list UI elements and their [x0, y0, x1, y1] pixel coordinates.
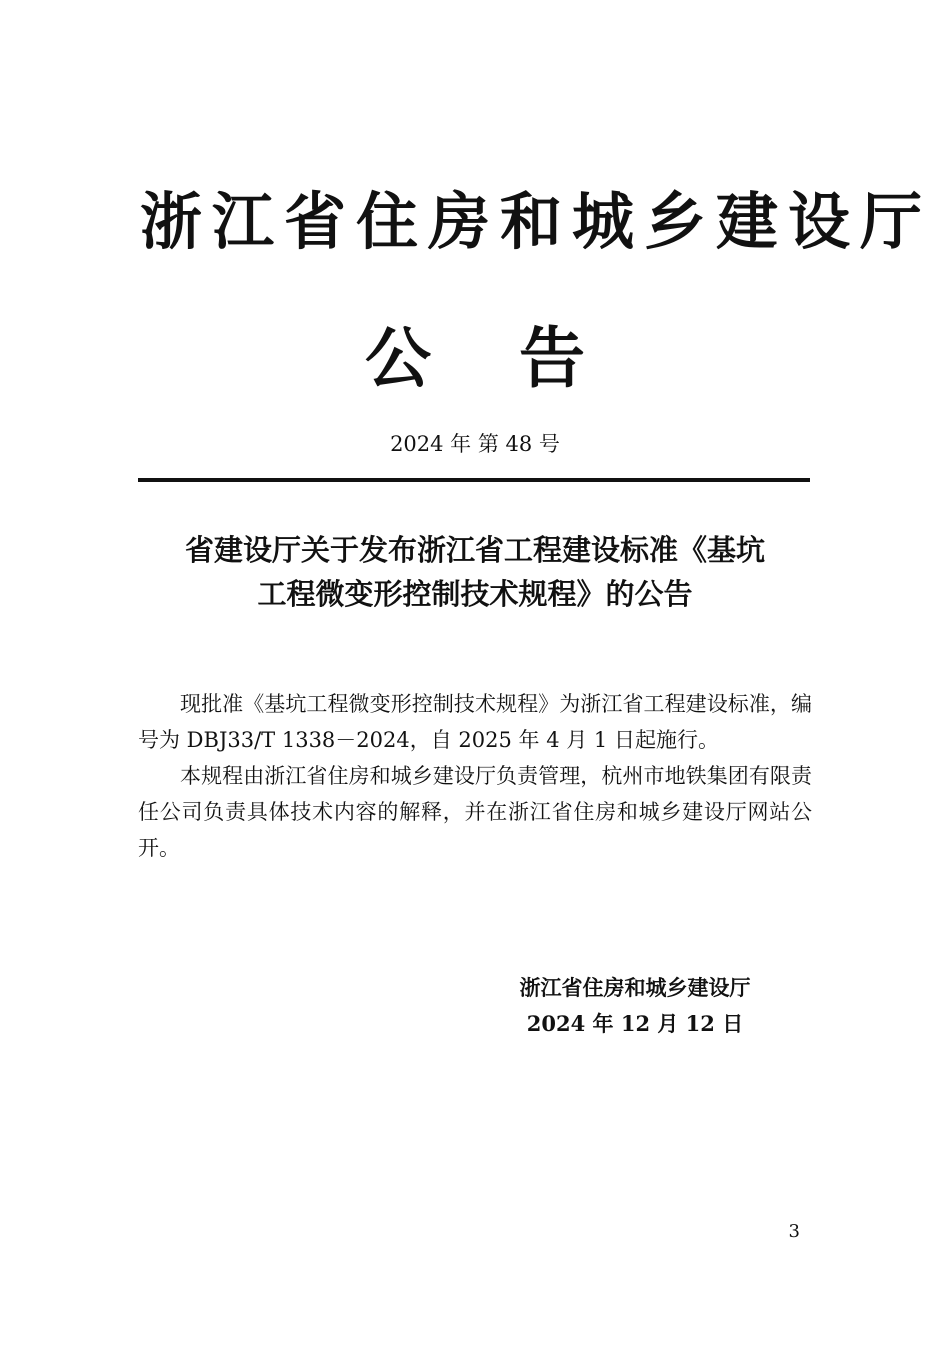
- body-paragraph-1: 现批准《基坑工程微变形控制技术规程》为浙江省工程建设标准，编号为 DBJ33/T 1338－2024，自 2025 年 4 月 1 日起施行。: [138, 692, 812, 752]
- title-line-2: 工程微变形控制技术规程》的公告: [257, 577, 693, 611]
- header-divider: [138, 478, 810, 482]
- signature-block: [480, 970, 790, 1042]
- title-line-1: 省建设厅关于发布浙江省工程建设标准《基坑: [184, 533, 765, 567]
- notice-char-1: 公: [365, 319, 431, 397]
- signature-org: 浙江省住房和城乡建设厅: [519, 975, 751, 1000]
- announcement-title: [140, 528, 810, 616]
- issuing-agency-heading: 浙江省住房和城乡建设厅: [140, 185, 933, 258]
- notice-heading: [140, 316, 810, 400]
- announcement-body: [138, 686, 812, 866]
- body-paragraph-2: 本规程由浙江省住房和城乡建设厅负责管理，杭州市地铁集团有限责任公司负责具体技术内容的解释，并在浙江省住房和城乡建设厅网站公开。: [138, 764, 812, 860]
- page-number: 3: [788, 1221, 800, 1242]
- notice-char-2: 告: [519, 319, 585, 397]
- signature-date: 2024 年 12 月 12 日: [526, 1011, 744, 1036]
- document-number: 2024 年 第 48 号: [390, 432, 560, 456]
